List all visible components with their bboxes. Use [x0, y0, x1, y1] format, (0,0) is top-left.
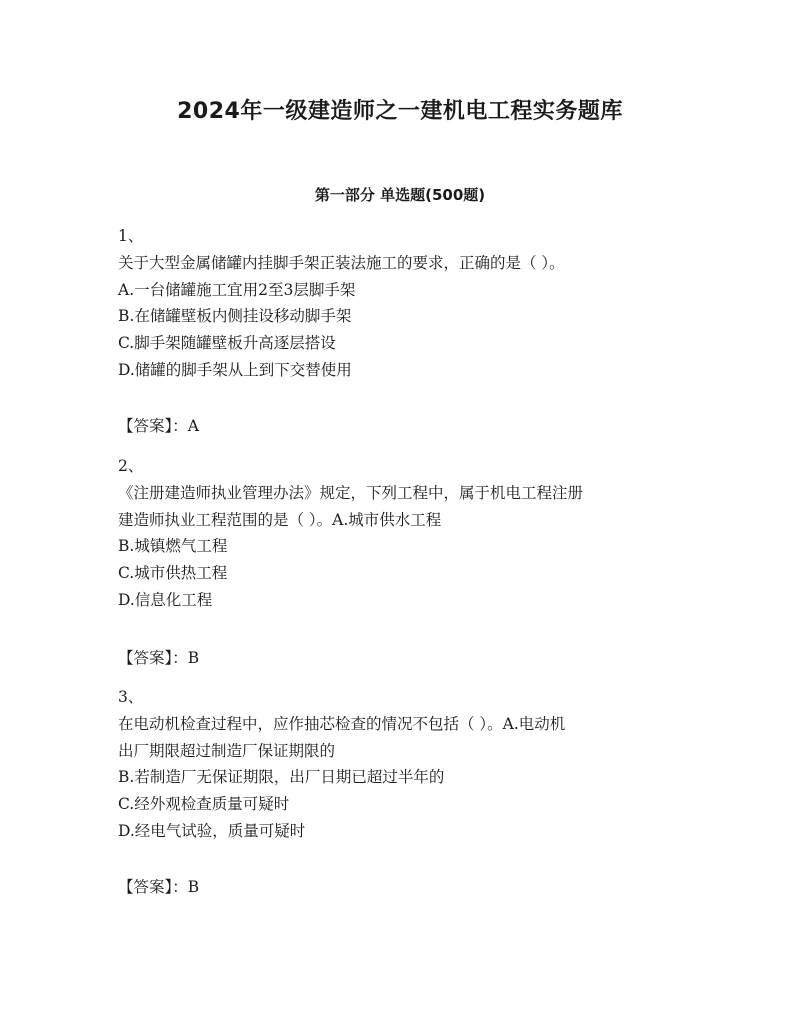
question-2 [118, 453, 698, 614]
option-d: D.信息化工程 [118, 590, 213, 609]
option-c: C.城市供热工程 [118, 564, 228, 583]
question-stem-continued: 建造师执业工程范围的是（ ）。A.城市供水工程 [118, 510, 442, 529]
option-c: C.经外观检查质量可疑时 [118, 795, 290, 814]
answer-3: 【答案】：B [118, 878, 200, 896]
question-stem-continued: 出厂期限超过制造厂保证期限的 [118, 741, 336, 760]
option-d: D.储罐的脚手架从上到下交替使用 [118, 360, 352, 379]
question-1 [118, 223, 698, 384]
question-3 [118, 684, 698, 845]
question-stem: 《注册建造师执业管理办法》规定，下列工程中，属于机电工程注册 [118, 483, 584, 502]
option-a: A.一台储罐施工宜用2至3层脚手架 [118, 280, 356, 299]
option-b: B.若制造厂无保证期限，出厂日期已超过半年的 [118, 768, 445, 787]
option-b: B.在储罐壁板内侧挂设移动脚手架 [118, 307, 352, 326]
option-b: B.城镇燃气工程 [118, 537, 228, 556]
answer-1: 【答案】：A [118, 417, 199, 435]
question-stem: 关于大型金属储罐内挂脚手架正装法施工的要求，正确的是（ ）。 [118, 253, 565, 272]
question-number: 3、 [118, 688, 144, 706]
section-heading: 第一部分 单选题(500题) [314, 186, 486, 204]
question-stem: 在电动机检查过程中，应作抽芯检查的情况不包括（ ）。A.电动机 [118, 714, 566, 733]
option-d: D.经电气试验，质量可疑时 [118, 821, 306, 840]
question-number: 2、 [118, 457, 144, 475]
document-title: 2024年一级建造师之一建机电工程实务题库 [177, 99, 623, 124]
option-c: C.脚手架随罐壁板升高逐层搭设 [118, 334, 336, 353]
answer-2: 【答案】：B [118, 649, 200, 667]
question-number: 1、 [118, 227, 144, 245]
